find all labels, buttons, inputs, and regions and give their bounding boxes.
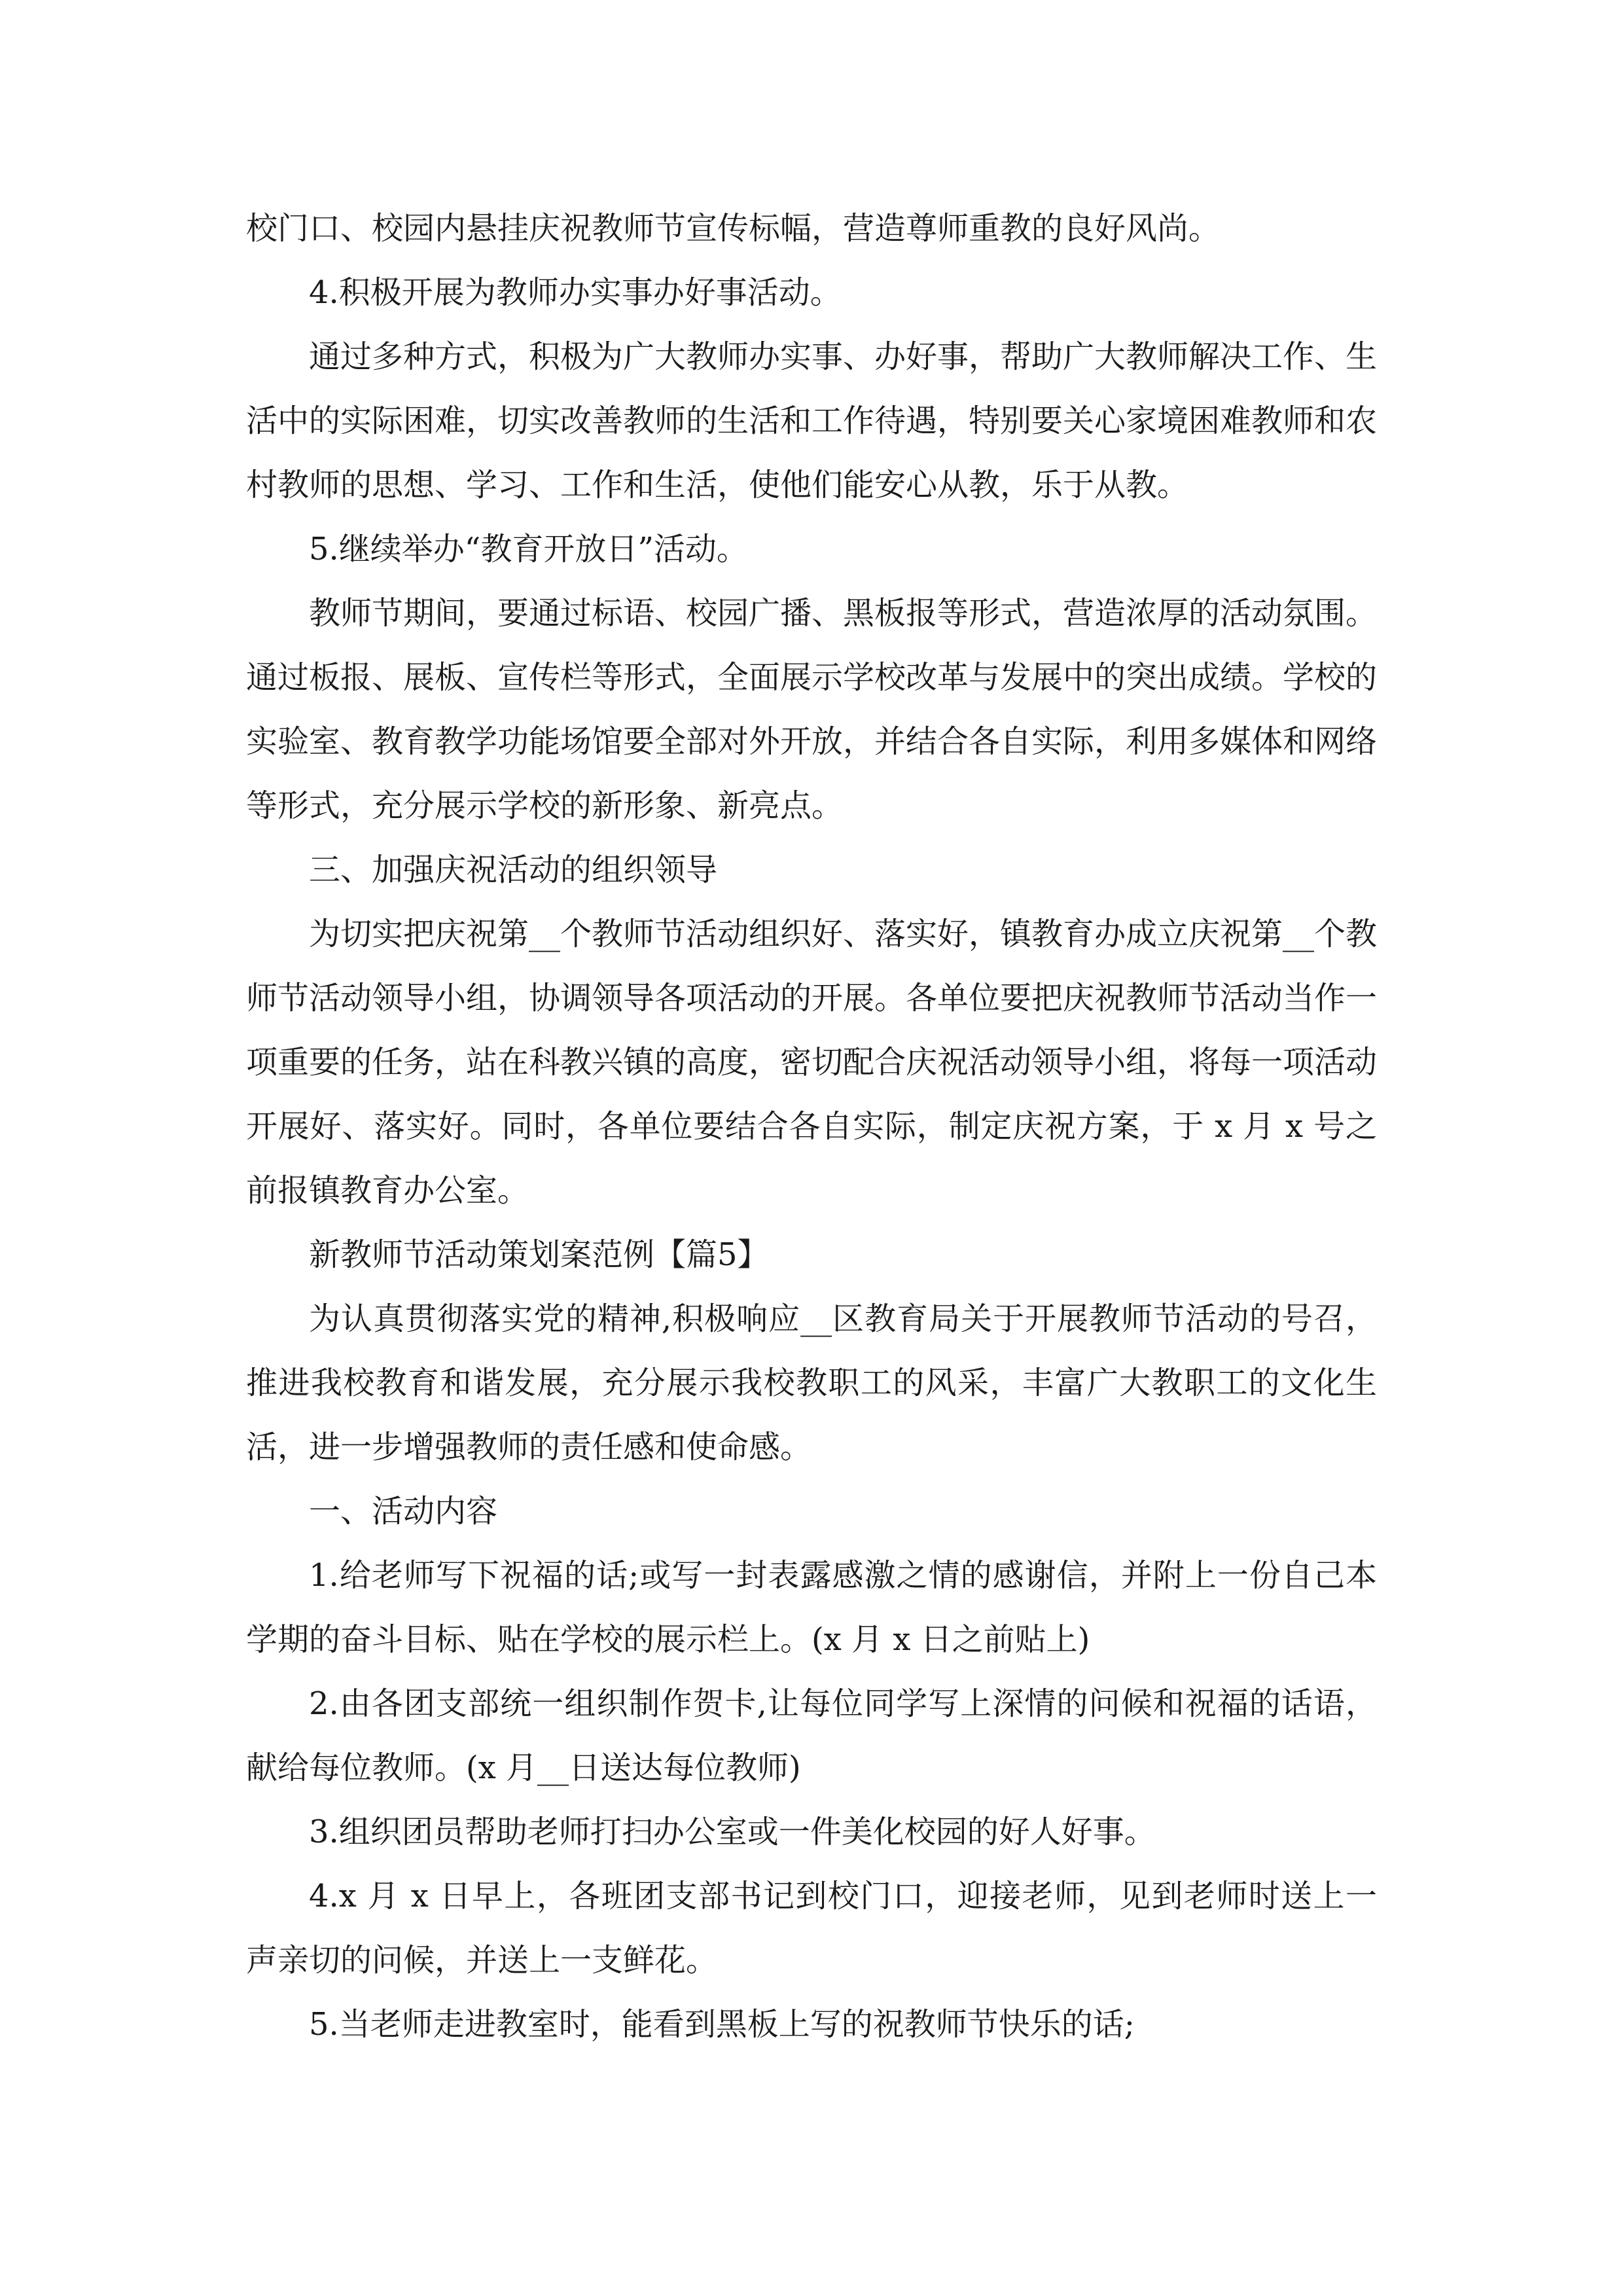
item-4-heading: 4.积极开展为教师办实事办好事活动。	[309, 274, 842, 311]
paragraph: 为认真贯彻落实党的精神,积极响应__区教育局关于开展教师节活动的号召，推进我校教育和谐发展，充分展示我校教职工的风采，丰富广大教职工的文化生活，进一步增强教师的责任感和使命感。	[246, 1300, 1377, 1465]
section-heading: 三、加强庆祝活动的组织领导	[309, 852, 718, 888]
item-5-heading: 5.继续举办“教育开放日”活动。	[309, 531, 748, 567]
list-item: 5.当老师走进教室时，能看到黑板上写的祝教师节快乐的话;	[309, 2006, 1135, 2043]
list-item: 4.x 月 x 日早上，各班团支部书记到校门口，迎接老师，见到老师时送上一声亲切的问候，并送上一支鲜花。	[246, 1878, 1377, 1979]
article-title: 新教师节活动策划案范例【篇5】	[309, 1236, 769, 1273]
list-item: 1.给老师写下祝福的话;或写一封表露感激之情的感谢信，并附上一份自己本学期的奋斗目标、贴在学校的展示栏上。(x 月 x 日之前贴上)	[246, 1557, 1377, 1658]
section-heading: 一、活动内容	[309, 1493, 498, 1530]
list-item: 2.由各团支部统一组织制作贺卡,让每位同学写上深情的问候和祝福的话语，献给每位教师。(x 月__日送达每位教师)	[246, 1685, 1377, 1786]
paragraph-continuation: 校门口、校园内悬挂庆祝教师节宣传标幅，营造尊师重教的良好风尚。	[246, 210, 1221, 247]
paragraph: 为切实把庆祝第__个教师节活动组织好、落实好，镇教育办成立庆祝第__个教师节活动领导小组，协调领导各项活动的开展。各单位要把庆祝教师节活动当作一项重要的任务，站在科教兴镇的高度，密切配合庆祝活动领导小组，将每一项活动开展好、落实好。同时，各单位要结合各自实际，制定庆祝方案，于 x 月 x 号之前报镇教育办公室。	[246, 916, 1378, 1209]
paragraph: 教师节期间，要通过标语、校园广播、黑板报等形式，营造浓厚的活动氛围。通过板报、展板、宣传栏等形式，全面展示学校改革与发展中的突出成绩。学校的实验室、教育教学功能场馆要全部对外开放，并结合各自实际，利用多媒体和网络等形式，充分展示学校的新形象、新亮点。	[246, 595, 1378, 824]
list-item: 3.组织团员帮助老师打扫办公室或一件美化校园的好人好事。	[309, 1814, 1156, 1850]
document-body	[246, 196, 1377, 2056]
paragraph: 通过多种方式，积极为广大教师办实事、办好事，帮助广大教师解决工作、生活中的实际困难，切实改善教师的生活和工作待遇，特别要关心家境困难教师和农村教师的思想、学习、工作和生活，使他们能安心从教，乐于从教。	[246, 338, 1378, 503]
